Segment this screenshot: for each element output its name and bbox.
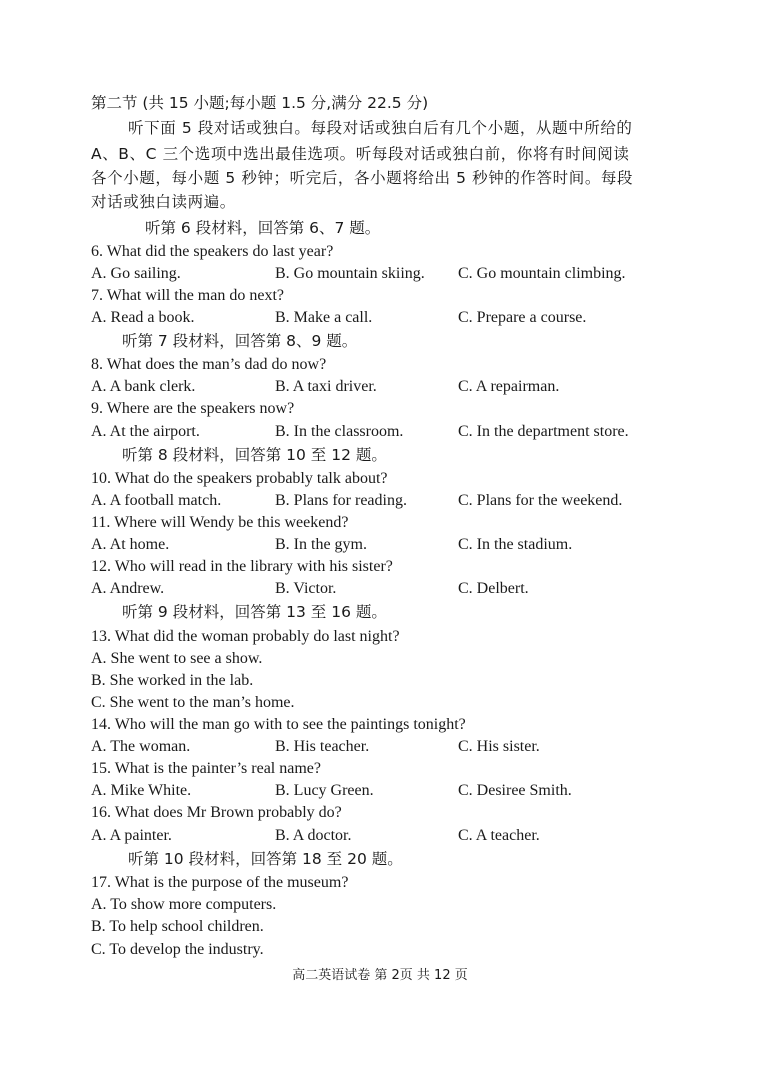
option-c: C. His sister. — [458, 738, 540, 755]
group-prompt: 听第 7 段材料，回答第 8、9 题。 — [122, 332, 358, 350]
question-stem: 8. What does the man’s dad do now? — [91, 356, 327, 373]
option-a: A. A football match. — [91, 492, 222, 509]
option-b: B. A doctor. — [275, 827, 352, 844]
option-b: B. Go mountain skiing. — [275, 265, 425, 282]
option-a: A. To show more computers. — [91, 896, 277, 913]
option-c: C. To develop the industry. — [91, 941, 264, 958]
question-stem: 12. Who will read in the library with his sister? — [91, 558, 393, 575]
group-prompt: 听第 6 段材料，回答第 6、7 题。 — [145, 219, 381, 237]
option-a: A. A bank clerk. — [91, 378, 196, 395]
instruction-line: 对话或独白读两遍。 — [91, 193, 236, 211]
option-c: C. Desiree Smith. — [458, 782, 572, 799]
option-a: A. Mike White. — [91, 782, 192, 799]
option-c: C. Go mountain climbing. — [458, 265, 626, 282]
question-stem: 6. What did the speakers do last year? — [91, 243, 334, 260]
option-c: C. Delbert. — [458, 580, 529, 597]
instruction-line: 各个小题，每小题 5 秒钟；听完后，各小题将给出 5 秒钟的作答时间。每段 — [91, 169, 634, 187]
question-stem: 7. What will the man do next? — [91, 287, 284, 304]
option-a: A. At the airport. — [91, 423, 200, 440]
option-b: B. A taxi driver. — [275, 378, 377, 395]
option-c: C. In the stadium. — [458, 536, 573, 553]
option-c: C. A repairman. — [458, 378, 560, 395]
option-a: A. Read a book. — [91, 309, 195, 326]
question-stem: 14. Who will the man go with to see the paintings tonight? — [91, 716, 466, 733]
group-prompt: 听第 9 段材料，回答第 13 至 16 题。 — [122, 603, 387, 621]
question-stem: 15. What is the painter’s real name? — [91, 760, 321, 777]
option-b: B. His teacher. — [275, 738, 370, 755]
question-stem: 13. What did the woman probably do last night? — [91, 628, 400, 645]
option-c: C. She went to the man’s home. — [91, 694, 295, 711]
option-b: B. She worked in the lab. — [91, 672, 254, 689]
group-prompt: 听第 8 段材料，回答第 10 至 12 题。 — [122, 446, 387, 464]
option-b: B. Lucy Green. — [275, 782, 374, 799]
option-b: B. To help school children. — [91, 918, 264, 935]
option-b: B. In the classroom. — [275, 423, 404, 440]
option-c: C. In the department store. — [458, 423, 629, 440]
option-a: A. At home. — [91, 536, 170, 553]
option-c: C. Prepare a course. — [458, 309, 587, 326]
option-b: B. Victor. — [275, 580, 337, 597]
option-a: A. Go sailing. — [91, 265, 181, 282]
option-c: C. Plans for the weekend. — [458, 492, 623, 509]
section-heading: 第二节 (共 15 小题;每小题 1.5 分,满分 22.5 分) — [91, 94, 429, 112]
question-stem: 9. Where are the speakers now? — [91, 400, 295, 417]
question-stem: 11. Where will Wendy be this weekend? — [91, 514, 349, 531]
option-a: A. She went to see a show. — [91, 650, 263, 667]
page-footer: 高二英语试卷 第 2页 共 12 页 — [292, 968, 468, 983]
option-a: A. Andrew. — [91, 580, 165, 597]
option-b: B. Make a call. — [275, 309, 373, 326]
question-stem: 10. What do the speakers probably talk about? — [91, 470, 388, 487]
group-prompt: 听第 10 段材料，回答第 18 至 20 题。 — [128, 850, 403, 868]
instruction-line: 听下面 5 段对话或独白。每段对话或独白后有几个小题，从题中所给的 — [128, 119, 633, 137]
question-stem: 17. What is the purpose of the museum? — [91, 874, 349, 891]
option-a: A. The woman. — [91, 738, 191, 755]
option-b: B. In the gym. — [275, 536, 367, 553]
question-stem: 16. What does Mr Brown probably do? — [91, 804, 342, 821]
instruction-line: A、B、C 三个选项中选出最佳选项。听每段对话或独白前，你将有时间阅读 — [91, 145, 630, 163]
option-a: A. A painter. — [91, 827, 172, 844]
option-b: B. Plans for reading. — [275, 492, 407, 509]
option-c: C. A teacher. — [458, 827, 540, 844]
